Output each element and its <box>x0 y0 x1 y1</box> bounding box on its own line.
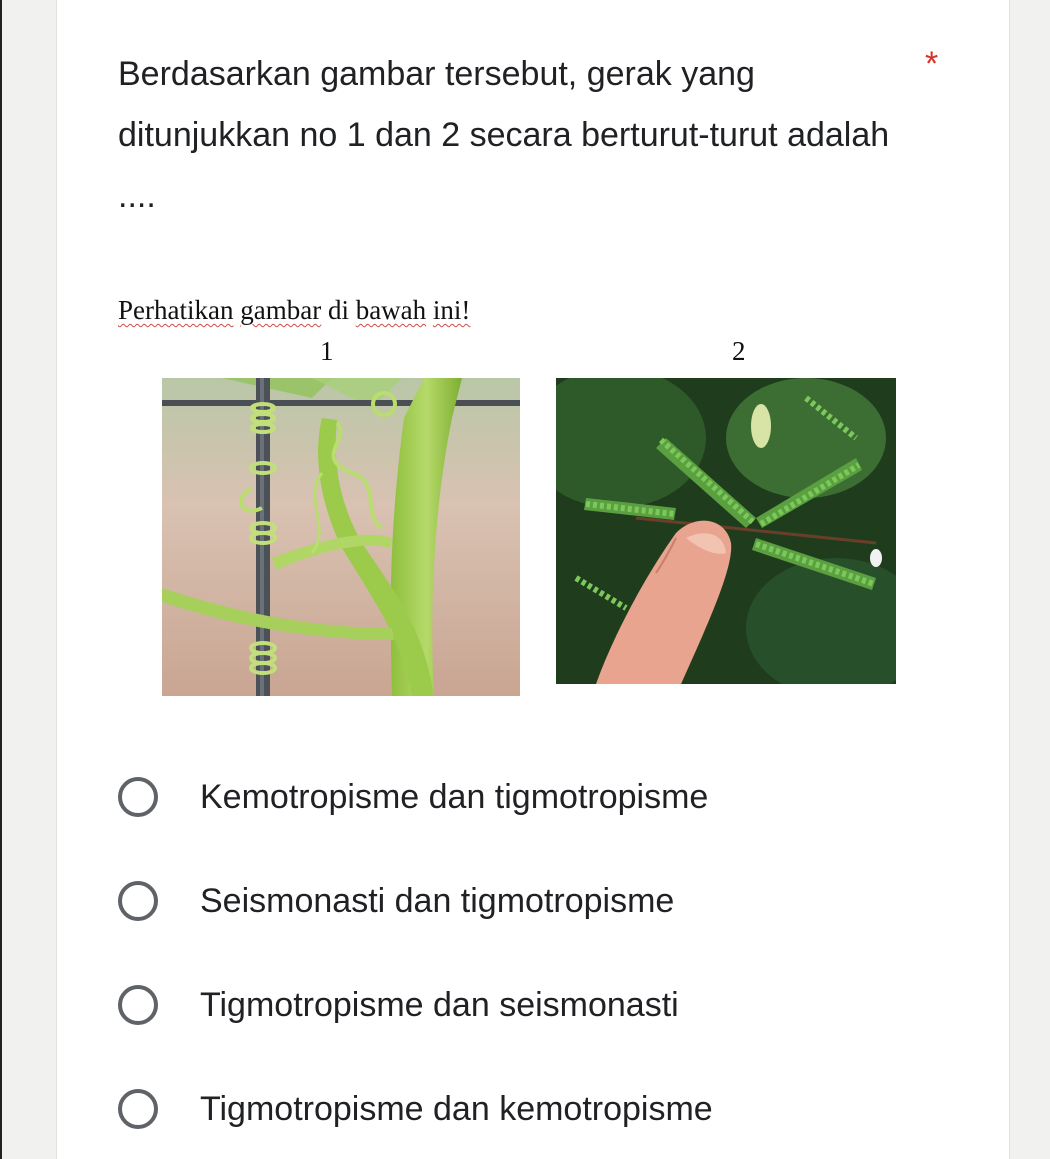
question-title: Berdasarkan gambar tersebut, gerak yang ditunjukkan no 1 dan 2 secara berturut-turut adalah .... <box>118 55 890 215</box>
option-seismonasti-dan-tigmotropisme[interactable] <box>118 849 978 953</box>
radio-button[interactable] <box>118 1089 158 1129</box>
instruction-word: bawah <box>355 295 427 325</box>
radio-button[interactable] <box>118 881 158 921</box>
question-image <box>116 292 906 702</box>
option-label: Seismonasti dan tigmotropisme <box>200 881 675 920</box>
instruction-word: di <box>327 295 349 325</box>
option-label: Kemotropisme dan tigmotropisme <box>200 777 709 816</box>
option-label: Tigmotropisme dan seismonasti <box>200 985 679 1024</box>
instruction-word: gambar <box>240 295 322 325</box>
required-asterisk: * <box>925 45 939 83</box>
window-edge <box>0 0 2 1159</box>
option-tigmotropisme-dan-kemotropisme[interactable] <box>118 1057 978 1159</box>
tendril-coiling-around-wire-icon <box>162 378 520 696</box>
instruction-word: Perhatikan <box>118 295 234 325</box>
finger-touching-mimosa-leaf-icon <box>556 378 896 684</box>
radio-button[interactable] <box>118 985 158 1025</box>
option-kemotropisme-dan-tigmotropisme[interactable] <box>118 745 978 849</box>
image-instruction <box>118 292 470 328</box>
option-tigmotropisme-dan-seismonasti[interactable] <box>118 953 978 1057</box>
option-label: Tigmotropisme dan kemotropisme <box>200 1089 713 1128</box>
instruction-word: ini! <box>432 295 471 325</box>
answer-options <box>118 745 978 1159</box>
radio-button[interactable] <box>118 777 158 817</box>
figure-1-label: 1 <box>320 336 334 366</box>
figure-2-label: 2 <box>732 336 746 366</box>
